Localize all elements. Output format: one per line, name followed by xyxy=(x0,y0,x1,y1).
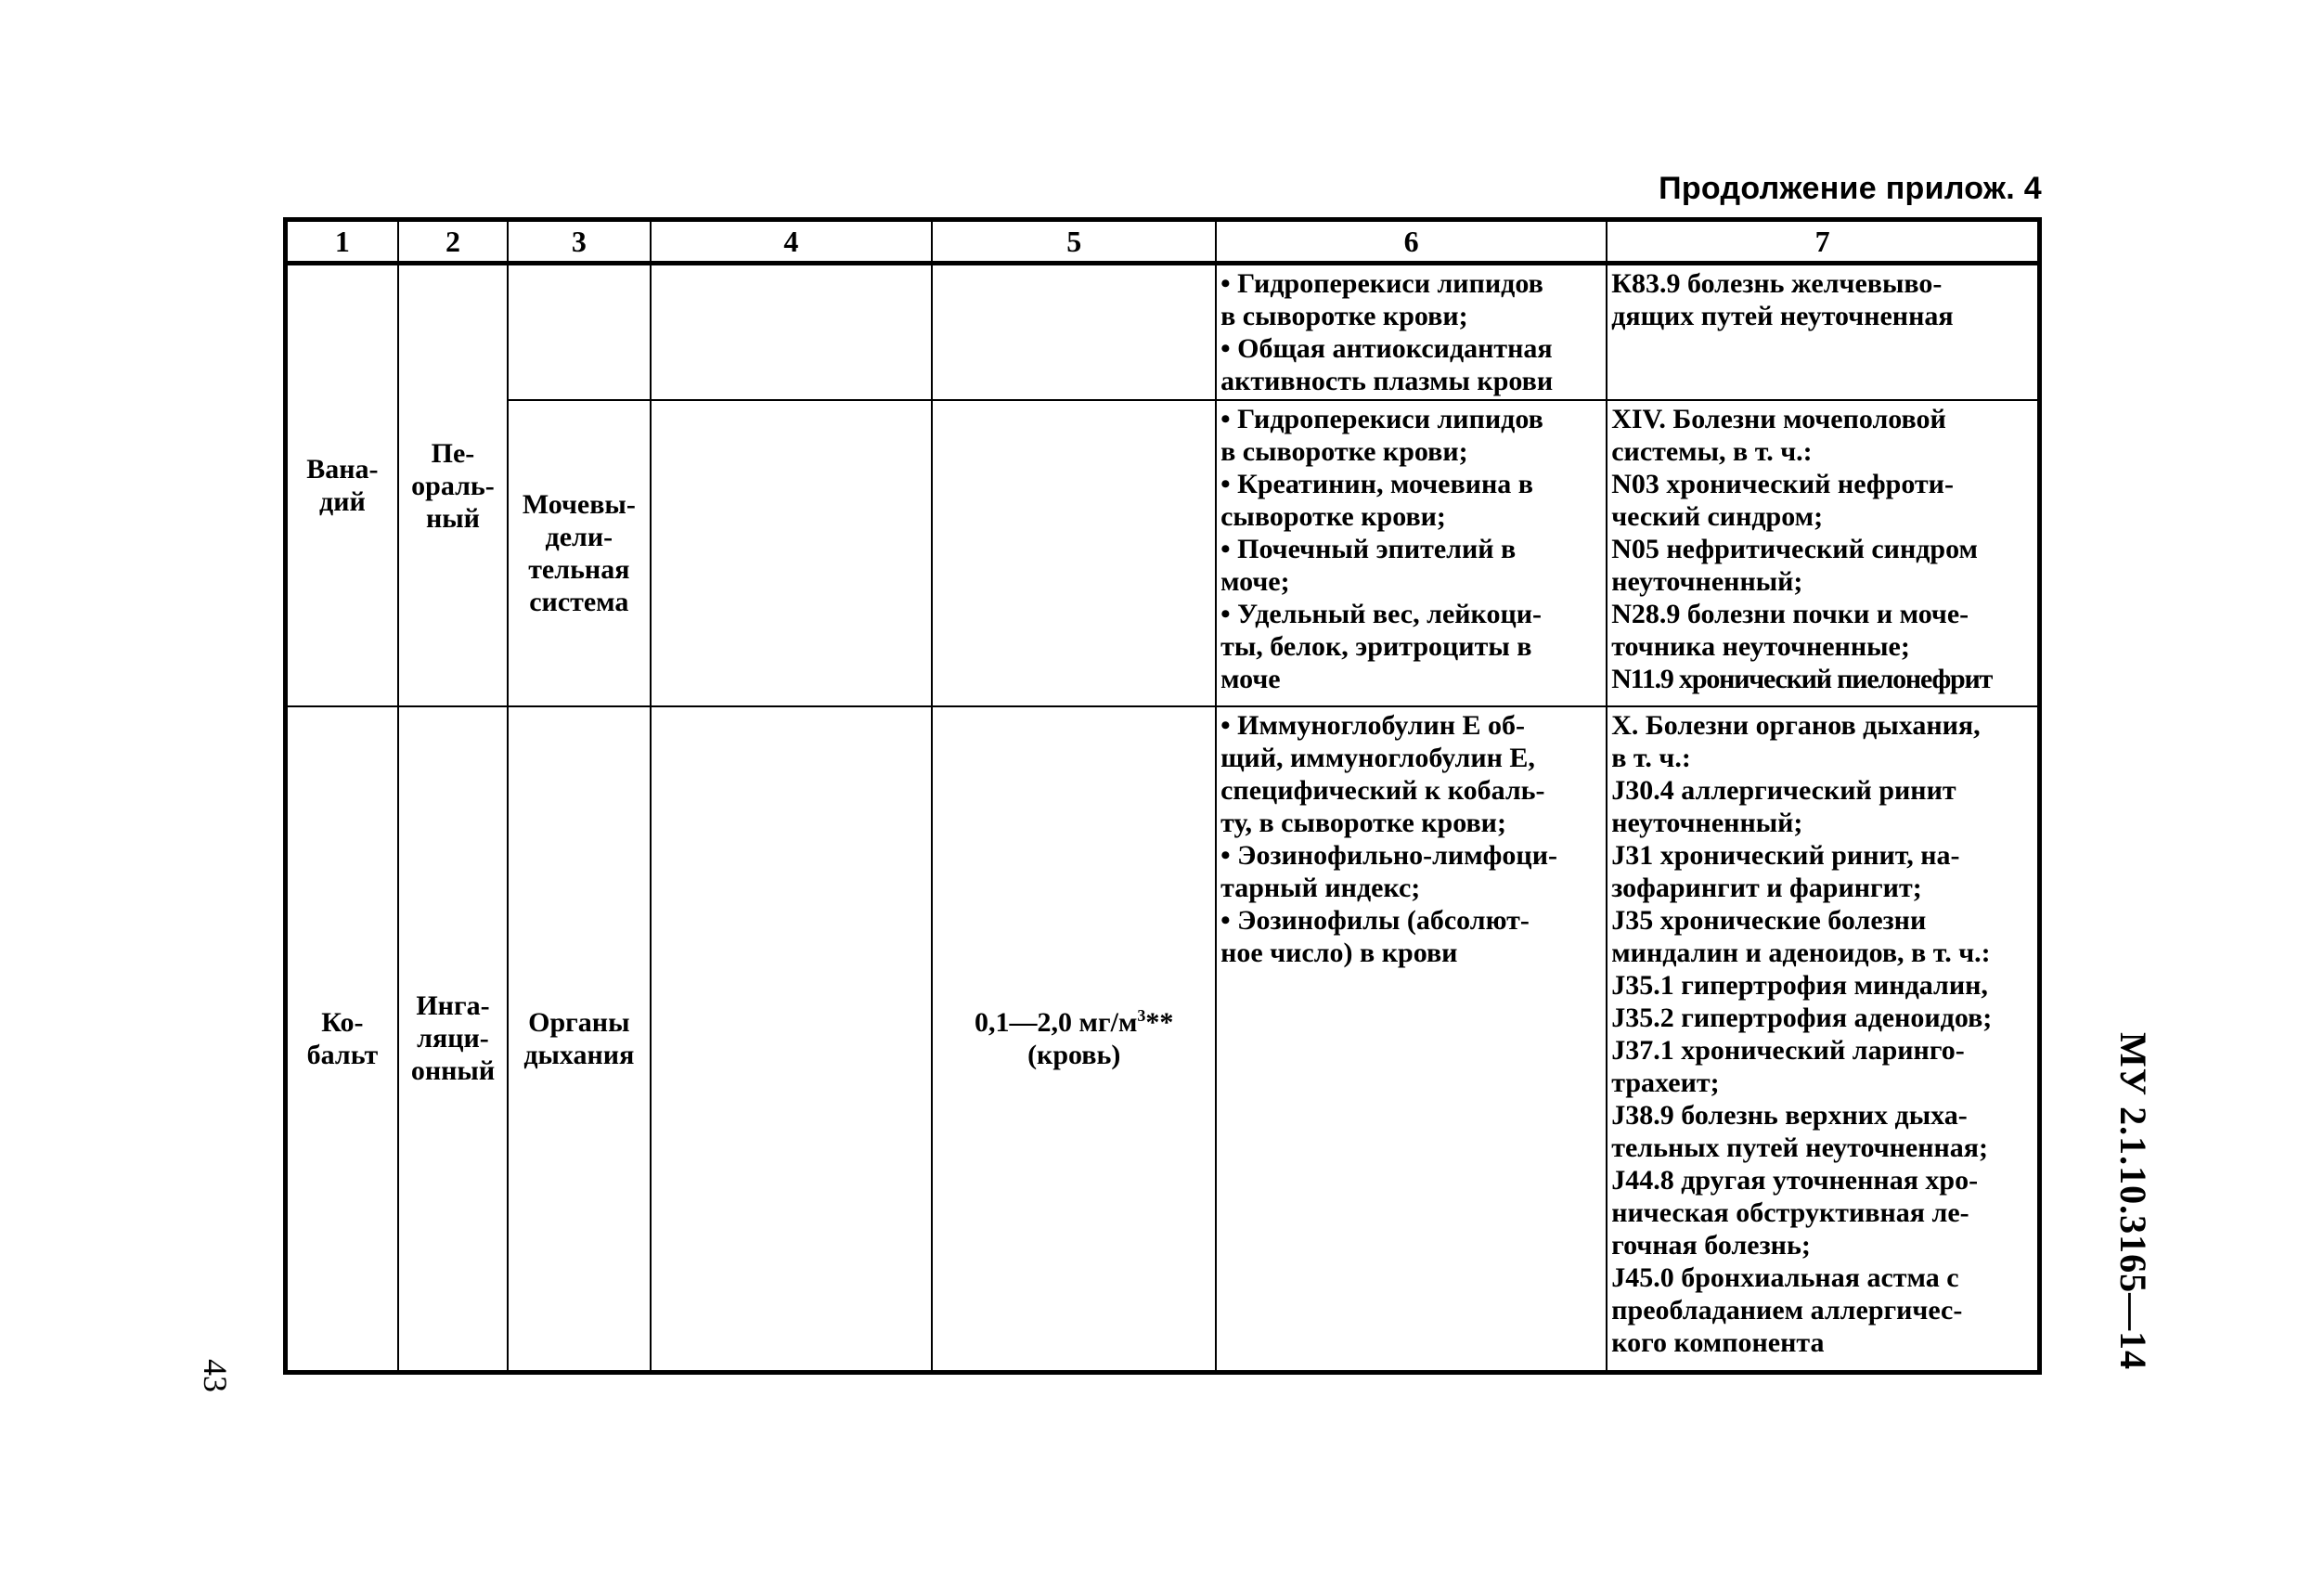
document-code: МУ 2.1.10.3165—14 xyxy=(2112,1032,2154,1371)
indicator-line: • Удельный вес, лейкоци- xyxy=(1220,599,1543,629)
cell-vanadium-b-col5 xyxy=(932,400,1216,706)
system-urinary xyxy=(508,400,650,706)
diagnosis-line: миндалин и аденоидов, в т. ч.: xyxy=(1611,938,1991,968)
route-vanadium xyxy=(398,264,508,707)
route-vanadium-line: Пе- xyxy=(431,437,475,469)
diagnosis-line: J35.2 гипертрофия аденоидов; xyxy=(1611,1002,1993,1033)
substance-cobalt xyxy=(286,706,398,1372)
indicator-line: специфический к кобаль- xyxy=(1220,775,1545,806)
indicator-line: тарный индекс; xyxy=(1220,873,1421,903)
indicator-line: • Почечный эпителий в xyxy=(1220,534,1517,564)
indicator-line: сыворотке крови; xyxy=(1220,501,1446,532)
route-vanadium-line: ораль- xyxy=(411,470,495,501)
indicator-line: • Иммуноглобулин Е об- xyxy=(1220,710,1526,741)
header-col-1: 1 xyxy=(286,220,398,264)
diagnosis-line: ческий синдром; xyxy=(1611,501,1824,532)
diagnosis-line: кого компонента xyxy=(1611,1327,1825,1358)
diagnosis-line: N03 хронический нефроти- xyxy=(1611,469,1954,499)
diagnosis-line: неуточненный; xyxy=(1611,808,1803,838)
header-col-3: 3 xyxy=(508,220,650,264)
cobalt-value-exponent: 3 xyxy=(1137,1005,1146,1025)
indicator-line: ту, в сыворотке крови; xyxy=(1220,808,1506,838)
diagnosis-line: N05 нефритический синдром xyxy=(1611,534,1978,564)
cell-vanadium-b-col7 xyxy=(1607,400,2039,706)
cell-vanadium-a-col3 xyxy=(508,264,650,401)
diagnosis-line: J35.1 гипертрофия миндалин, xyxy=(1611,970,1988,1001)
indicator-line: • Гидроперекиси липидов xyxy=(1220,404,1543,434)
header-col-5: 5 xyxy=(932,220,1216,264)
diagnosis-line: J37.1 хронический ларинго- xyxy=(1611,1035,1965,1066)
table-row-vanadium-a xyxy=(286,264,2040,401)
cell-vanadium-a-col4 xyxy=(651,264,933,401)
diagnosis-line: тельных путей неуточненная; xyxy=(1611,1132,1989,1163)
cell-cobalt-col6 xyxy=(1216,706,1607,1372)
system-respiratory xyxy=(508,706,650,1372)
diagnosis-line: трахеит; xyxy=(1611,1067,1720,1098)
indicator-line: • Общая антиоксидантная xyxy=(1220,333,1553,364)
diagnosis-line: N28.9 болезни почки и моче- xyxy=(1611,599,1969,629)
cobalt-value-medium: (кровь) xyxy=(1027,1039,1121,1070)
route-cobalt-line: ляци- xyxy=(417,1023,489,1054)
indicator-line: • Гидроперекиси липидов xyxy=(1220,268,1543,299)
system-urinary-line: тельная xyxy=(528,554,630,585)
header-col-7: 7 xyxy=(1607,220,2039,264)
diagnosis-line: дящих путей неуточненная xyxy=(1611,301,1954,331)
diagnosis-line: К83.9 болезнь желчевыво- xyxy=(1611,268,1943,299)
header-col-2: 2 xyxy=(398,220,508,264)
diagnosis-line: N11.9 хронический пиелонефрит xyxy=(1611,664,1993,694)
indicator-line: моче; xyxy=(1220,566,1290,597)
cell-vanadium-a-col6 xyxy=(1216,264,1607,401)
system-respiratory-line: Органы xyxy=(528,1006,630,1038)
route-cobalt xyxy=(398,706,508,1372)
indicator-line: щий, иммуноглобулин Е, xyxy=(1220,743,1535,773)
substance-cobalt-line: бальт xyxy=(306,1039,379,1070)
route-cobalt-line: онный xyxy=(410,1055,496,1087)
cell-cobalt-col7 xyxy=(1607,706,2039,1372)
diagnosis-line: системы, в т. ч.: xyxy=(1611,436,1813,467)
diagnosis-line: точника неуточненные; xyxy=(1611,631,1910,662)
cobalt-value: 0,1—2,0 мг/м xyxy=(975,1006,1138,1038)
diagnosis-line: Х. Болезни органов дыхания, xyxy=(1611,710,1981,741)
appendix-table xyxy=(283,217,2042,1375)
diagnosis-line: J38.9 болезнь верхних дыха- xyxy=(1611,1100,1968,1131)
page-number: 43 xyxy=(197,1359,234,1392)
table-caption: Продолжение прилож. 4 xyxy=(1659,171,2042,206)
indicator-line: ное число) в крови xyxy=(1220,938,1458,968)
diagnosis-line: J30.4 аллергический ринит xyxy=(1611,775,1956,806)
indicator-line: активность плазмы крови xyxy=(1220,366,1554,396)
indicator-line: в сыворотке крови; xyxy=(1220,301,1468,331)
cobalt-reference-value xyxy=(932,706,1216,1372)
system-urinary-line: дели- xyxy=(545,522,613,552)
cell-vanadium-b-col6 xyxy=(1216,400,1607,706)
header-col-4: 4 xyxy=(651,220,933,264)
table-row-cobalt xyxy=(286,706,2040,1372)
diagnosis-line: XIV. Болезни мочеполовой xyxy=(1611,404,1946,434)
cell-cobalt-col4 xyxy=(651,706,933,1372)
system-urinary-line: Мочевы- xyxy=(522,489,636,520)
route-vanadium-line: ный xyxy=(425,502,480,534)
system-respiratory-line: дыхания xyxy=(523,1039,635,1070)
substance-vanadium-line: дий xyxy=(319,486,366,517)
cell-vanadium-b-col4 xyxy=(651,400,933,706)
diagnosis-line: зофарингит и фарингит; xyxy=(1611,873,1922,903)
diagnosis-line: J35 хронические болезни xyxy=(1611,905,1927,936)
indicator-line: • Эозинофильно-лимфоци- xyxy=(1220,840,1557,871)
diagnosis-line: J45.0 бронхиальная астма с xyxy=(1611,1262,1959,1293)
substance-vanadium xyxy=(286,264,398,707)
table-row-vanadium-b xyxy=(286,400,2040,706)
diagnosis-line: преобладанием аллергичес- xyxy=(1611,1295,1963,1326)
diagnosis-line: неуточненный; xyxy=(1611,566,1803,597)
header-col-6: 6 xyxy=(1216,220,1607,264)
diagnosis-line: гочная болезнь; xyxy=(1611,1230,1811,1261)
cell-vanadium-a-col5 xyxy=(932,264,1216,401)
cobalt-value-line xyxy=(936,1006,1211,1039)
diagnosis-line: J31 хронический ринит, на- xyxy=(1611,840,1960,871)
cell-vanadium-a-col7 xyxy=(1607,264,2039,401)
system-urinary-line: система xyxy=(529,587,629,617)
substance-cobalt-line: Ко- xyxy=(321,1006,364,1038)
indicator-line: моче xyxy=(1220,664,1281,694)
cobalt-value-footnote: ** xyxy=(1145,1006,1174,1038)
indicator-line: в сыворотке крови; xyxy=(1220,436,1468,467)
diagnosis-line: J44.8 другая уточненная хро- xyxy=(1611,1165,1979,1196)
indicator-line: • Креатинин, мочевина в xyxy=(1220,469,1533,499)
substance-vanadium-line: Вана- xyxy=(306,454,379,485)
diagnosis-line: ническая обструктивная ле- xyxy=(1611,1197,1969,1228)
header-row xyxy=(286,220,2040,264)
indicator-line: ты, белок, эритроциты в xyxy=(1220,631,1532,662)
indicator-line: • Эозинофилы (абсолют- xyxy=(1220,905,1530,936)
route-cobalt-line: Инга- xyxy=(416,990,490,1022)
diagnosis-line: в т. ч.: xyxy=(1611,743,1691,773)
